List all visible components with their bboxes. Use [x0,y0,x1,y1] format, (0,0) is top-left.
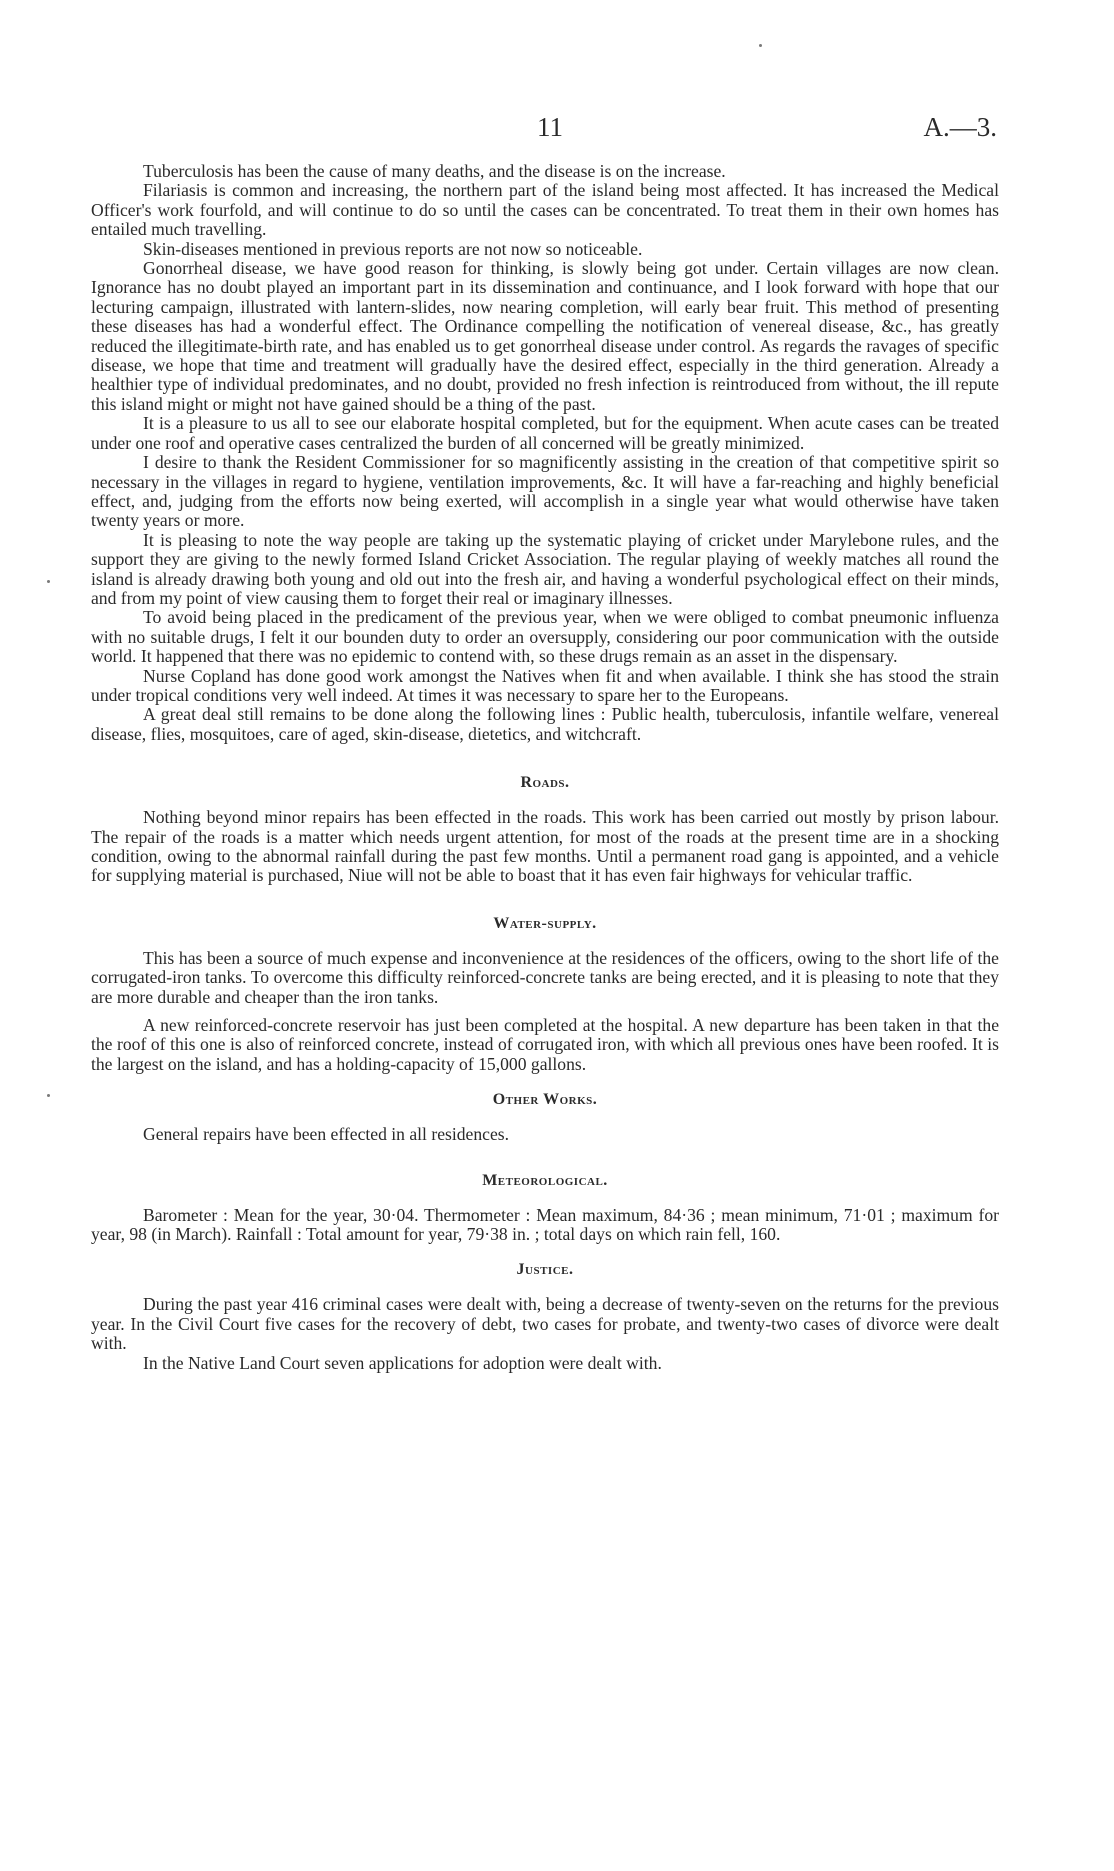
paragraph-nurse-copland: Nurse Copland has done good work amongst the Natives when fit and when available. I think she has stood the strain under tropical conditions very well indeed. At times it was necessary to spare her to the Europeans. [91,665,999,705]
scan-speck [759,44,762,47]
paragraph-remaining-work: A great deal still remains to be done along the following lines : Public health, tuberculosis, infantile welfare, venereal disease, flies, mosquitoes, care of aged, skin-disease, dietetics, and witchcraft. [91,704,999,744]
health-section [91,162,999,744]
paragraph-skin-diseases: Skin-diseases mentioned in previous reports are not now so noticeable. [143,238,643,259]
paragraph-gonorrheal-disease: Gonorrheal disease, we have good reason for thinking, is slowly being got under. Certain villages are now clean. Ignorance has no doubt played an important part in its dissemination and continuance, and I look forward with hope that our lecturing campaign, illustrated with lantern-slides, now nearing completion, will early bear fruit. This method of presenting these diseases has had a wonderful effect. The Ordinance compelling the notification of venereal disease, &c., has greatly reduced the illegitimate-birth rate, and has enabled us to get gonorrheal disease under control. As regards the ravages of specific disease, we hope that time and treatment will gradually have the desired effect, especially in the third generation. Already a healthier type of individual predominates, and no doubt, provided no fresh infection is reintroduced from without, the ill repute this island might or might not have gained should be a thing of the past. [91,258,999,414]
paragraph-reservoir: A new reinforced-concrete reservoir has just been completed at the hospital. A new departure has been taken in that the the roof of this one is also of reinforced concrete, instead of corrugated iron, with which all previous ones have been roofed. It is the largest on the island, and has a holding-capacity of 15,000 gallons. [91,1015,999,1074]
page-body [91,162,999,1373]
paragraph-resident-commissioner: I desire to thank the Resident Commissioner for so magnificently assisting in the creation of that competitive spirit so necessary in the villages in regard to hygiene, ventilation improvements, &c. It will have a far-reaching and highly beneficial effect, and, judging from the efforts now being exerted, will accomplish in a single year what would otherwise have taken twenty years or more. [91,452,999,531]
justice-section [91,1261,999,1373]
section-heading-water-supply: Water-supply. [493,914,597,932]
page-number: 11 [537,112,563,142]
paragraph-filariasis: Filariasis is common and increasing, the northern part of the island being most affected. It has increased the Medical Officer's work fourfold, and will continue to do so until the cases can be concentrated. To treat them in their own homes has entailed much travelling. [91,180,999,240]
section-heading-justice: Justice. [516,1261,574,1279]
paragraph-influenza-drugs: To avoid being placed in the predicament of the previous year, when we were obliged to combat pneumonic influenza with no suitable drugs, I felt it our bounden duty to order an oversupply, considering our poor communication with the outside world. It happened that there was no epidemic to contend with, so these drugs remain as an asset in the dispensary. [91,607,999,667]
paragraph-roads: Nothing beyond minor repairs has been effected in the roads. This work has been carried out mostly by prison labour. The repair of the roads is a matter which needs urgent attention, for most of the roads at the present time are in a shocking condition, owing to the abnormal rainfall during the past few months. Until a permanent road gang is appointed, and a vehicle for supplying material is purchased, Niue will not be able to boast that it has even fair highways for vehicular traffic. [91,807,999,886]
document-reference: A.—3. [923,112,997,142]
page-header [0,112,1114,152]
paragraph-hospital: It is a pleasure to us all to see our elaborate hospital completed, but for the equipment. When acute cases can be treated under one roof and operative cases centralized the burden of all concerned will be greatly minimized. [91,413,999,453]
scan-speck [47,1094,50,1097]
paragraph-criminal-civil-cases: During the past year 416 criminal cases were dealt with, being a decrease of twenty-seven on the returns for the previous year. In the Civil Court five cases for the recovery of debt, two cases for probate, and twenty-two cases of divorce were dealt with. [91,1294,999,1354]
paragraph-tanks: This has been a source of much expense and inconvenience at the residences of the officers, owing to the short life of the corrugated-iron tanks. To overcome this difficulty reinforced-concrete tanks are being erected, and it is pleasing to note that they are more durable and cheaper than the iron tanks. [91,947,999,1007]
other-works-section [91,1091,999,1144]
water-supply-section [91,915,999,1074]
paragraph-tuberculosis: Tuberculosis has been the cause of many deaths, and the disease is on the increase. [143,161,726,181]
scan-speck [47,580,50,583]
paragraph-native-land-court: In the Native Land Court seven applications for adoption were dealt with. [143,1352,662,1373]
paragraph-cricket: It is pleasing to note the way people are taking up the systematic playing of cricket under Marylebone rules, and the support they are giving to the newly formed Island Cricket Association. The regular playing of weekly matches all round the island is already drawing both young and old out into the fresh air, and having a wonderful psychological effect on their minds, and from my point of view causing them to forget their real or imaginary illnesses. [91,529,999,608]
paragraph-weather-readings: Barometer : Mean for the year, 30·04. Thermometer : Mean maximum, 84·36 ; mean minimum, 71·01 ; maximum for year, 98 (in March). Rainfall : Total amount for year, 79·38 in. ; total days on which rain fell, 160. [91,1204,999,1245]
paragraph-general-repairs: General repairs have been effected in all residences. [143,1124,510,1145]
section-heading-roads: Roads. [520,774,570,792]
section-heading-other-works: Other Works. [492,1091,598,1109]
roads-section [91,774,999,886]
section-heading-meteorological: Meteorological. [482,1171,608,1189]
meteorological-section [91,1172,999,1245]
